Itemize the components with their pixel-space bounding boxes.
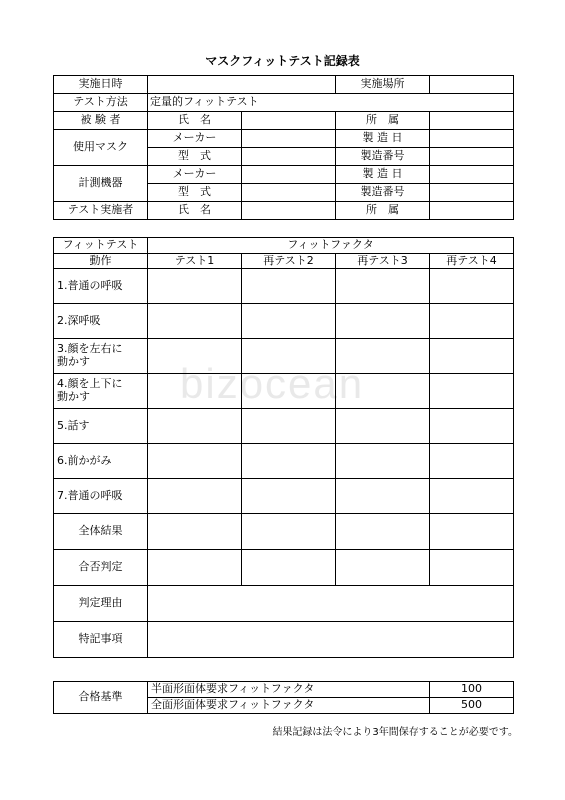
action-6-label: 6.前かがみ: [54, 444, 148, 479]
action-4-label: 4.顔を上下に 動かす: [54, 374, 148, 409]
action-1-test-1[interactable]: [148, 269, 242, 304]
reason-field[interactable]: [148, 586, 514, 622]
action-5-test-4[interactable]: [430, 409, 514, 444]
action-3-test-3[interactable]: [336, 339, 430, 374]
action-5-test-1[interactable]: [148, 409, 242, 444]
action-7-test-4[interactable]: [430, 479, 514, 514]
action-header-2: 動作: [54, 254, 148, 269]
half-face-label: 半面形面体要求フィットファクタ: [148, 682, 430, 698]
mask-label: 使用マスク: [54, 130, 148, 166]
tester-name-label: 氏 名: [148, 202, 242, 220]
action-4-test-3[interactable]: [336, 374, 430, 409]
full-face-label: 全面形面体要求フィットファクタ: [148, 698, 430, 714]
action-5-label: 5.話す: [54, 409, 148, 444]
tester-name-field[interactable]: [242, 202, 336, 220]
half-face-value: 100: [430, 682, 514, 698]
method-label: テスト方法: [54, 94, 148, 112]
tester-affiliation-field[interactable]: [430, 202, 514, 220]
action-6-test-1[interactable]: [148, 444, 242, 479]
action-2-label: 2.深呼吸: [54, 304, 148, 339]
pass-fail-test-3[interactable]: [336, 550, 430, 586]
instrument-model-label: 型 式: [148, 184, 242, 202]
overall-test-4[interactable]: [430, 514, 514, 550]
overall-test-3[interactable]: [336, 514, 430, 550]
action-2-test-3[interactable]: [336, 304, 430, 339]
subject-affiliation-field[interactable]: [430, 112, 514, 130]
tester-affiliation-label: 所 属: [336, 202, 430, 220]
action-2-test-2[interactable]: [242, 304, 336, 339]
remarks-field[interactable]: [148, 622, 514, 658]
action-3-test-1[interactable]: [148, 339, 242, 374]
fit-factor-table: [53, 237, 514, 658]
mask-mfg-date-field[interactable]: [430, 130, 514, 148]
action-7-test-2[interactable]: [242, 479, 336, 514]
reason-label: 判定理由: [54, 586, 148, 622]
instrument-mfg-date-label: 製 造 日: [336, 166, 430, 184]
instrument-label: 計測機器: [54, 166, 148, 202]
page-title: マスクフィットテスト記録表: [205, 54, 360, 68]
mask-serial-field[interactable]: [430, 148, 514, 166]
action-5-test-2[interactable]: [242, 409, 336, 444]
pass-fail-test-1[interactable]: [148, 550, 242, 586]
action-4-test-4[interactable]: [430, 374, 514, 409]
action-1-test-2[interactable]: [242, 269, 336, 304]
instrument-mfg-date-field[interactable]: [430, 166, 514, 184]
method-value: 定量的フィットテスト: [148, 94, 514, 112]
criteria-table: [53, 681, 514, 714]
date-field[interactable]: [148, 76, 336, 94]
action-3-label: 3.顔を左右に 動かす: [54, 339, 148, 374]
mask-maker-field[interactable]: [242, 130, 336, 148]
mask-mfg-date-label: 製 造 日: [336, 130, 430, 148]
mask-maker-label: メーカー: [148, 130, 242, 148]
instrument-model-field[interactable]: [242, 184, 336, 202]
instrument-serial-field[interactable]: [430, 184, 514, 202]
overall-test-2[interactable]: [242, 514, 336, 550]
action-2-test-1[interactable]: [148, 304, 242, 339]
info-table: [53, 75, 514, 220]
place-label: 実施場所: [336, 76, 430, 94]
action-7-test-1[interactable]: [148, 479, 242, 514]
watermark-logo: bizocean: [180, 360, 365, 407]
action-4-test-2[interactable]: [242, 374, 336, 409]
mask-model-field[interactable]: [242, 148, 336, 166]
instrument-maker-label: メーカー: [148, 166, 242, 184]
action-6-test-2[interactable]: [242, 444, 336, 479]
test-column-3: 再テスト3: [336, 254, 430, 269]
action-7-test-3[interactable]: [336, 479, 430, 514]
action-1-test-3[interactable]: [336, 269, 430, 304]
action-4-test-1[interactable]: [148, 374, 242, 409]
action-1-test-4[interactable]: [430, 269, 514, 304]
overall-test-1[interactable]: [148, 514, 242, 550]
test-column-2: 再テスト2: [242, 254, 336, 269]
pass-fail-label: 合否判定: [54, 550, 148, 586]
fit-factor-header: フィットファクタ: [148, 238, 514, 254]
place-field[interactable]: [430, 76, 514, 94]
action-3-test-4[interactable]: [430, 339, 514, 374]
subject-label: 被 験 者: [54, 112, 148, 130]
action-3-test-2[interactable]: [242, 339, 336, 374]
date-label: 実施日時: [54, 76, 148, 94]
mask-serial-label: 製造番号: [336, 148, 430, 166]
action-6-test-4[interactable]: [430, 444, 514, 479]
action-header-1: フィットテスト: [54, 238, 148, 254]
subject-name-label: 氏 名: [148, 112, 242, 130]
action-2-test-4[interactable]: [430, 304, 514, 339]
pass-fail-test-4[interactable]: [430, 550, 514, 586]
subject-affiliation-label: 所 属: [336, 112, 430, 130]
subject-name-field[interactable]: [242, 112, 336, 130]
mask-model-label: 型 式: [148, 148, 242, 166]
pass-fail-test-2[interactable]: [242, 550, 336, 586]
test-column-1: テスト1: [148, 254, 242, 269]
test-column-4: 再テスト4: [430, 254, 514, 269]
instrument-serial-label: 製造番号: [336, 184, 430, 202]
remarks-label: 特記事項: [54, 622, 148, 658]
overall-result-label: 全体結果: [54, 514, 148, 550]
action-1-label: 1.普通の呼吸: [54, 269, 148, 304]
tester-label: テスト実施者: [54, 202, 148, 220]
retention-note: 結果記録は法令により3年間保存することが必要です。: [272, 727, 518, 738]
criteria-label: 合格基準: [54, 682, 148, 714]
action-7-label: 7.普通の呼吸: [54, 479, 148, 514]
action-6-test-3[interactable]: [336, 444, 430, 479]
full-face-value: 500: [430, 698, 514, 714]
instrument-maker-field[interactable]: [242, 166, 336, 184]
action-5-test-3[interactable]: [336, 409, 430, 444]
